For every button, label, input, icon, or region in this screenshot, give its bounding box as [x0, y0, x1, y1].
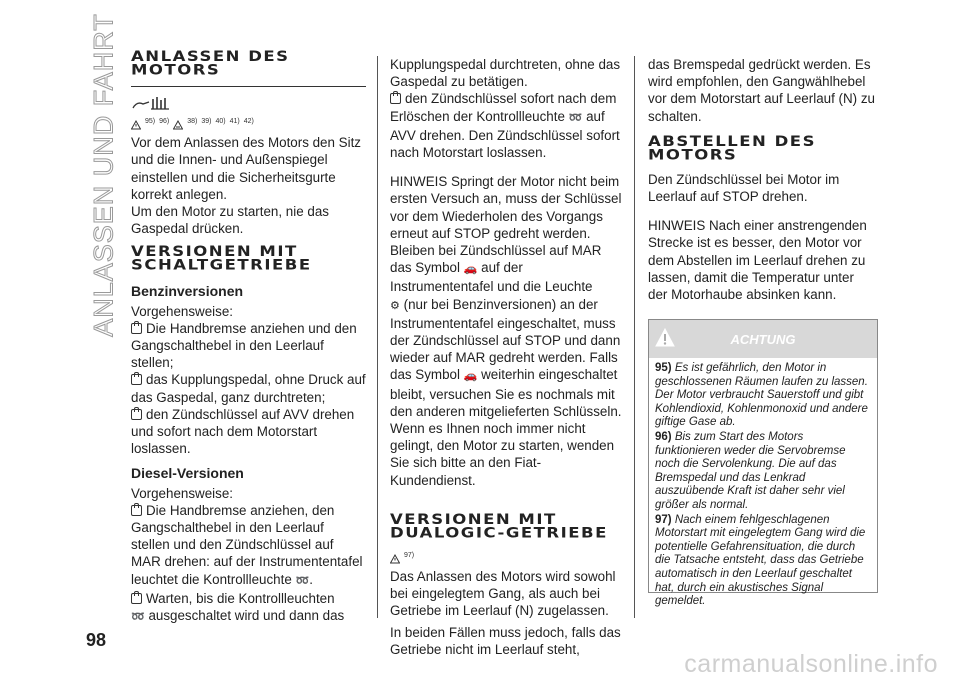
heading-dualogic: VERSIONEN MIT DUALOGIC-GETRIEBE	[390, 511, 608, 541]
diesel-lead: Vorgehensweise:	[131, 485, 233, 501]
side-tab	[84, 13, 124, 337]
col3-hinweis: HINWEIS Nach einer anstrengenden Strecke ist es besser, den Motor vor dem Abstellen im Leerlauf drehen zu lassen, damit die Temperatur unter der Motorhaube absinken kann.	[648, 218, 867, 303]
manual-icons	[131, 95, 366, 111]
dualogic-paragraph-2: In beiden Fällen muss jedoch, falls das Getriebe nicht im Leerlauf steht,	[390, 624, 621, 657]
side-tab-label: ANLASSEN UND FAHRT	[88, 13, 119, 337]
engine-immobilizer-icon: 🚗	[463, 370, 478, 383]
manual-hand-icon	[131, 95, 175, 111]
key-bullet-icon	[390, 93, 401, 104]
heading-schaltgetriebe: VERSIONEN MIT SCHALTGETRIEBE	[131, 243, 312, 274]
ref-41: 41)	[229, 118, 240, 125]
ref-95: 95)	[145, 118, 156, 125]
warning-triangle-icon	[131, 120, 141, 130]
warning-hand-icon	[655, 328, 675, 348]
dualogic-reference-row	[390, 547, 622, 564]
car-warning-icon	[173, 120, 183, 130]
diesel-step-1: Die Handbremse anziehen, den Gangschalthebel in den Leerlauf stellen und den Zündschlüssel auf MAR drehen: auf der Instrumententafel leuchtet die Kontrollleuchte ➿.	[131, 502, 366, 590]
glow-plug-icon: ➿	[131, 611, 145, 624]
warning-item-96: 96) Bis zum Start des Motors funktionieren weder die Servobremse noch die Servolenkung. Die auf das Bremspedal und das Lenkrad auszuübende Kraft ist daher sehr viel größer als normal.	[655, 430, 846, 511]
warning-item-97: 97) Nach einem fehlgeschlagenen Motorstart mit eingelegtem Gang wird die potentielle Gefahrensituation, die durch die Tatsache entsteht, dass das Getriebe automatisch in den Leerlauf geschaltet hat, durch ein akustisches Signal gemeldet.	[655, 513, 866, 608]
ref-96: 96)	[159, 118, 170, 125]
glow-plug-icon: ➿	[295, 574, 310, 587]
ref-42: 42)	[243, 118, 254, 125]
heading-diesel: Diesel-Versionen	[131, 465, 244, 482]
ref-97: 97)	[404, 551, 415, 559]
ref-38: 38)	[187, 118, 198, 125]
heading-benzin: Benzinversionen	[131, 283, 244, 300]
key-bullet-icon	[131, 505, 142, 516]
col2-paragraph-2: den Zündschlüssel sofort nach dem Erlöschen der Kontrollleuchte ➿ auf AVV drehen. Den Zündschlüssel sofort nach Motorstart loslassen.	[390, 91, 620, 161]
diesel-step-2: Warten, bis die Kontrollleuchten ➿ ausgeschaltet wird und dann das	[131, 590, 366, 626]
engine-check-icon: ⚙	[390, 299, 400, 312]
benzin-step-3: den Zündschlüssel auf AVV drehen und sofort nach dem Motorstart loslassen.	[131, 406, 355, 457]
col3-paragraph-2: Den Zündschlüssel bei Motor im Leerlauf auf STOP drehen.	[648, 171, 840, 205]
benzin-step-2: das Kupplungspedal, ohne Druck auf das Gaspedal, ganz durchtreten;	[131, 372, 366, 405]
dualogic-paragraph-1: Das Anlassen des Motors wird sowohl bei eingelegtem Gang, als auch bei Getriebe im Leerlauf (N) zugelassen.	[390, 569, 616, 619]
glow-plug-icon: ➿	[568, 111, 583, 124]
warning-box	[648, 319, 878, 608]
column-divider-1	[377, 56, 378, 618]
heading-anlassen: ANLASSEN DES MOTORS	[131, 48, 290, 79]
reference-row	[131, 113, 366, 130]
column-divider-2	[634, 56, 635, 618]
warning-title: ACHTUNG	[730, 331, 796, 347]
key-bullet-icon	[131, 374, 142, 385]
col2-paragraph-1: Kupplungspedal durchtreten, ohne das Gaspedal zu betätigen.	[390, 57, 621, 90]
intro-paragraph-2: Um den Motor zu starten, nie das Gaspedal drücken.	[131, 204, 329, 237]
col2-hinweis: HINWEIS Springt der Motor nicht beim ersten Versuch an, muss der Schlüssel vor dem Wiederholen des Vorgangs erneut auf STOP gedreht werden. Bleiben bei Zündschlüssel auf MAR das Symbol 🚗 auf der Instrumententafel und die Leuchte ⚙ (nur bei Benzinversionen) an der Instrumententafel eingeschaltet, muss der Zündschlüssel auf STOP und dann wieder auf MAR gedreht werden. Falls das Symbol 🚗 weiterhin eingeschaltet bleibt, versuchen Sie es nochmals mit den anderen mitgelieferten Schlüsseln. Wenn es Ihnen noch immer nicht gelingt, den Motor zu starten, wenden Sie sich bitte an den Fiat-Kundendienst.	[390, 174, 622, 488]
col3-paragraph-1: das Bremspedal gedrückt werden. Es wird empfohlen, den Gangwählhebel vor dem Motorstart auf Leerlauf (N) zu schalten.	[648, 57, 875, 124]
column-3	[648, 56, 876, 303]
column-2	[390, 56, 622, 658]
ref-39: 39)	[201, 118, 212, 125]
warning-item-95: 95) Es ist gefährlich, den Motor in geschlossenen Räumen laufen zu lassen. Der Motor verbraucht Sauerstoff und gibt Kohlendioxid, Kohlenmonoxid und andere giftige Gase ab.	[655, 362, 868, 429]
benzin-step-1: Die Handbremse anziehen und den Gangschalthebel in den Leerlauf stellen;	[131, 320, 357, 371]
benzin-lead: Vorgehensweise:	[131, 303, 233, 319]
engine-immobilizer-icon: 🚗	[463, 263, 478, 276]
watermark: carmanualsonline.info	[684, 650, 938, 678]
warning-body	[649, 358, 877, 614]
heading-abstellen: ABSTELLEN DES MOTORS	[648, 133, 816, 163]
ref-40: 40)	[215, 118, 226, 125]
key-bullet-icon	[131, 409, 142, 420]
intro-paragraph: Vor dem Anlassen des Motors den Sitz und die Innen- und Außenspiegel einstellen und die Sicherheitsgurte korrekt anlegen.	[131, 135, 361, 202]
warning-triangle-icon	[390, 554, 400, 564]
key-bullet-icon	[131, 593, 142, 604]
column-1	[131, 50, 366, 626]
page-number: 98	[86, 630, 107, 650]
warning-header	[649, 320, 877, 358]
heading-rule	[131, 86, 366, 87]
key-bullet-icon	[131, 323, 142, 334]
